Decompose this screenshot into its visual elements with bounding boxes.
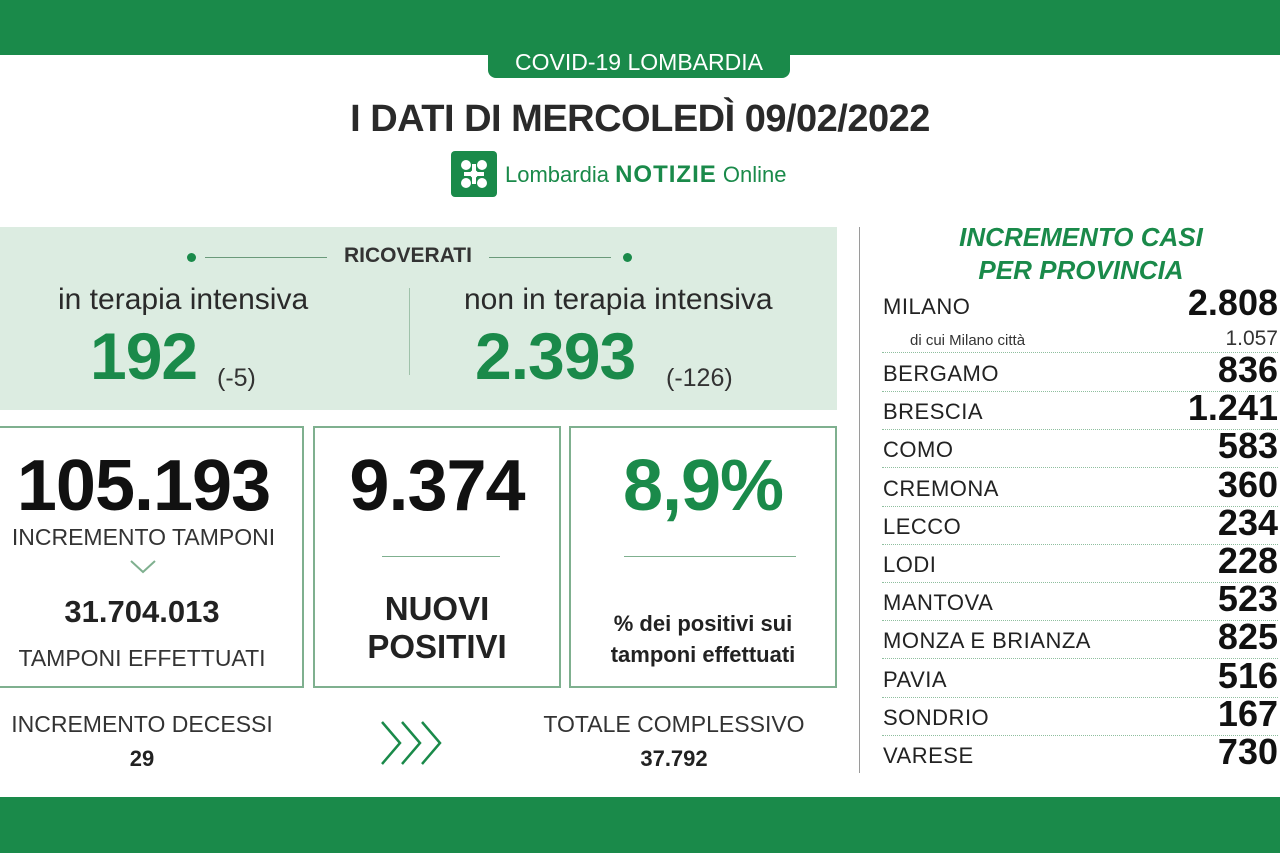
province-name: VARESE: [883, 743, 974, 768]
percentuale-label-1: % dei positivi sui: [613, 611, 793, 636]
ricoverati-divider: [409, 288, 410, 375]
province-name: COMO: [883, 437, 954, 463]
province-name: MONZA E BRIANZA: [883, 628, 1091, 654]
province-row: [882, 654, 1278, 698]
province-subvalue: 1.057: [1225, 327, 1278, 350]
logo-wordmark: Lombardia NOTIZIE Online: [505, 161, 787, 188]
province-row: [882, 501, 1278, 545]
province-value: 360: [1217, 463, 1278, 505]
province-row: [882, 387, 1278, 430]
decessi-total-value: 37.792: [640, 746, 708, 771]
province-value: 523: [1217, 578, 1278, 620]
province-value: 167: [1217, 692, 1278, 734]
positivi-label-1: NUOVI: [384, 590, 490, 627]
province-value: 583: [1217, 425, 1278, 467]
province-name: MANTOVA: [883, 590, 994, 616]
tamponi-total-label: TAMPONI EFFETTUATI: [18, 645, 266, 671]
province-name: SONDRIO: [883, 704, 990, 730]
decessi-increment-label: INCREMENTO DECESSI: [11, 711, 273, 737]
province-subname: di cui Milano città: [910, 332, 1026, 349]
non-intensiva-label: non in terapia intensiva: [464, 283, 773, 316]
page-title: I DATI DI MERCOLEDÌ 09/02/2022: [350, 98, 930, 140]
chevrons-right-icon: [378, 718, 444, 773]
intensiva-value: 192: [90, 319, 198, 393]
percentuale-value: 8,9%: [622, 446, 784, 526]
province-name: PAVIA: [883, 666, 948, 692]
province-name: MILANO: [883, 294, 971, 319]
province-value: 2.808: [1187, 282, 1278, 323]
header-badge: COVID-19 LOMBARDIA: [488, 48, 790, 78]
non-intensiva-value: 2.393: [475, 319, 636, 393]
province-row: [882, 731, 1278, 773]
intensiva-delta: (-5): [217, 364, 256, 392]
decessi-total-label: TOTALE COMPLESSIVO: [543, 711, 805, 737]
non-intensiva-delta: (-126): [666, 364, 733, 392]
intensiva-label: in terapia intensiva: [58, 283, 309, 316]
province-title-line-2: PER PROVINCIA: [978, 255, 1184, 285]
bottom-bar: [0, 797, 1280, 853]
chevron-down-icon: [130, 560, 156, 579]
province-value: 836: [1217, 349, 1278, 390]
province-row: [882, 692, 1278, 736]
province-title: [900, 221, 1262, 287]
province-row-milano-city: [882, 318, 1278, 353]
positivi-rule: [382, 556, 500, 557]
province-name: BERGAMO: [883, 361, 999, 386]
tamponi-total-value: 31.704.013: [64, 594, 220, 629]
province-name: LODI: [883, 552, 937, 577]
province-value: 228: [1217, 540, 1278, 581]
tamponi-increment-label: INCREMENTO TAMPONI: [11, 524, 276, 550]
section-divider: [859, 227, 860, 773]
province-title-line-1: INCREMENTO CASI: [959, 222, 1203, 252]
positivi-label-2: POSITIVI: [367, 628, 507, 665]
percentuale-label-2: tamponi effettuati: [610, 642, 796, 667]
tamponi-increment-value: 105.193: [16, 446, 271, 526]
province-row: [882, 578, 1278, 621]
top-bar: [0, 0, 1280, 55]
province-row: [882, 540, 1278, 583]
lombardia-rose-icon: [451, 151, 497, 197]
province-value: 825: [1217, 616, 1278, 658]
province-value: 730: [1217, 731, 1278, 772]
percentuale-rule: [624, 556, 796, 557]
title-rule-left: [205, 257, 327, 258]
province-name: CREMONA: [883, 475, 999, 501]
bullet-dot-right: [623, 253, 632, 262]
province-row: [882, 616, 1278, 659]
ricoverati-title: RICOVERATI: [344, 244, 472, 267]
province-row: [882, 463, 1278, 507]
province-name: BRESCIA: [883, 399, 984, 425]
title-rule-right: [489, 257, 611, 258]
province-value: 234: [1217, 501, 1278, 543]
bullet-dot-left: [187, 253, 196, 262]
province-row: [882, 425, 1278, 468]
province-row: [882, 349, 1278, 392]
positivi-value: 9.374: [349, 446, 525, 526]
province-value: 1.241: [1187, 387, 1278, 429]
province-name: LECCO: [883, 513, 962, 539]
province-value: 516: [1217, 654, 1278, 696]
decessi-increment-value: 29: [129, 746, 155, 771]
